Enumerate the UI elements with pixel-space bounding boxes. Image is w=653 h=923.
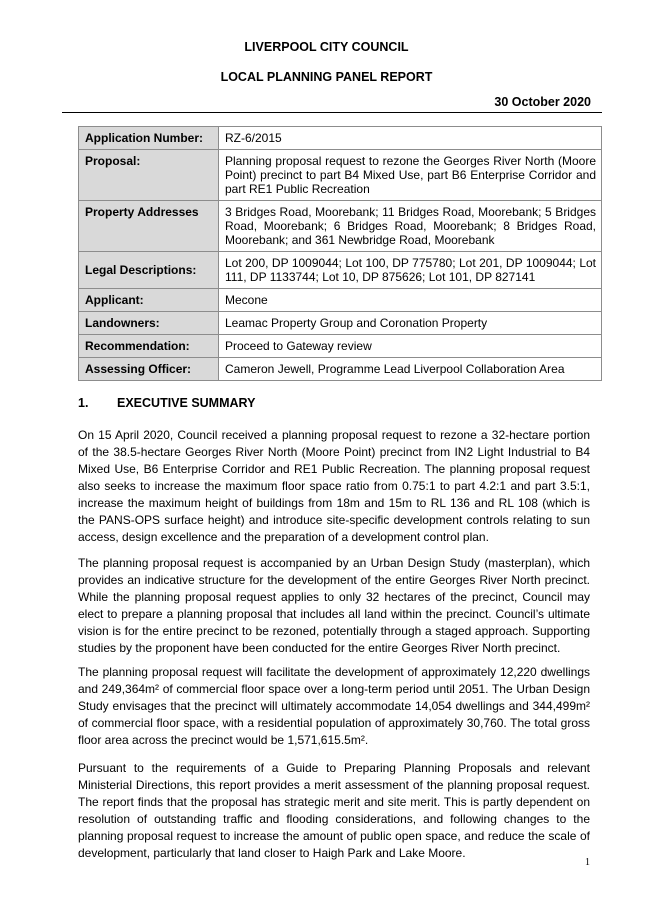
council-name: LIVERPOOL CITY COUNCIL xyxy=(244,40,409,54)
row-label: Recommendation: xyxy=(79,335,219,358)
row-label: Assessing Officer: xyxy=(79,358,219,381)
summary-paragraph: Pursuant to the requirements of a Guide to Preparing Planning Proposals and relevant Ministerial Directions, this report provides a merit assessment of the planning proposal request. The report finds that the proposal has strategic merit and site merit. This is partly dependent on resolution of outstanding traffic and flooding considerations, and following changes to the planning proposal request to increase the amount of public open space, and reduce the scale of development, particularly that land closer to Haigh Park and Lake Moore. xyxy=(78,761,590,860)
table-row xyxy=(79,358,602,381)
report-date: 30 October 2020 xyxy=(494,95,591,109)
table-row xyxy=(79,312,602,335)
row-label: Property Addresses xyxy=(79,201,219,252)
table-row xyxy=(79,201,602,252)
section-heading xyxy=(78,396,255,410)
row-value: Leamac Property Group and Coronation Property xyxy=(219,312,602,335)
row-value: Proceed to Gateway review xyxy=(219,335,602,358)
table-row xyxy=(79,335,602,358)
page-number: 1 xyxy=(585,857,590,868)
row-label: Applicant: xyxy=(79,289,219,312)
row-label: Landowners: xyxy=(79,312,219,335)
table-row xyxy=(79,150,602,201)
row-value: Mecone xyxy=(219,289,602,312)
report-title: LOCAL PLANNING PANEL REPORT xyxy=(220,70,433,84)
section-title: EXECUTIVE SUMMARY xyxy=(117,396,256,410)
row-value: RZ-6/2015 xyxy=(219,127,602,150)
row-label: Proposal: xyxy=(79,150,219,201)
summary-paragraph: On 15 April 2020, Council received a planning proposal request to rezone a 32-hectare portion of the 38.5-hectare Georges River North (Moore Point) precinct from IN2 Light Industrial to B4 Mixed Use, B6 Enterprise Corridor and RE1 Public Recreation. The planning proposal request also seeks to increase the maximum floor space ratio from 0.75:1 to part 4.2:1 and part 3.5:1, increase the maximum height of buildings from 18m and 15m to RL 136 and RL 108 (which is the PANS-OPS surface height) and introduce site-specific development controls relating to sun access, design excellence and the preparation of a development control plan. xyxy=(78,428,590,544)
summary-paragraph: The planning proposal request is accompanied by an Urban Design Study (masterplan), which provides an indicative structure for the development of the entire Georges River North precinct. While the planning proposal request applies to only 32 hectares of the precinct, Council may elect to prepare a planning proposal that includes all land within the precinct. Council’s ultimate vision is for the entire precinct to be rezoned, potentially through a staged approach. Supporting studies by the proponent have been conducted for the entire Georges River North precinct. xyxy=(78,556,590,655)
header-divider xyxy=(62,112,602,113)
summary-paragraph: The planning proposal request will facilitate the development of approximately 12,220 dwellings and 249,364m² of commercial floor space over a long-term period until 2051. The Urban Design Study envisages that the precinct will ultimately accommodate 14,054 dwellings and 344,499m² of commercial floor space, with a residential population of approximately 30,760. The total gross floor area across the precinct would be 1,571,615.5m². xyxy=(78,665,590,747)
row-value: Cameron Jewell, Programme Lead Liverpool Collaboration Area xyxy=(219,358,602,381)
table-row xyxy=(79,289,602,312)
row-value: Planning proposal request to rezone the Georges River North (Moore Point) precinct to part B4 Mixed Use, part B6 Enterprise Corridor and part RE1 Public Recreation xyxy=(219,150,602,201)
table-row xyxy=(79,127,602,150)
section-number: 1. xyxy=(78,396,89,410)
row-label: Legal Descriptions: xyxy=(79,252,219,289)
table-row xyxy=(79,252,602,289)
application-details-table xyxy=(78,126,602,381)
row-value: Lot 200, DP 1009044; Lot 100, DP 775780; Lot 201, DP 1009044; Lot 111, DP 1133744; Lot 10, DP 875626; Lot 101, DP 827141 xyxy=(219,252,602,289)
row-label: Application Number: xyxy=(79,127,219,150)
row-value: 3 Bridges Road, Moorebank; 11 Bridges Road, Moorebank; 5 Bridges Road, Moorebank; 6 Bridges Road, Moorebank; 8 Bridges Road, Moorebank; and 361 Newbridge Road, Moorebank xyxy=(219,201,602,252)
